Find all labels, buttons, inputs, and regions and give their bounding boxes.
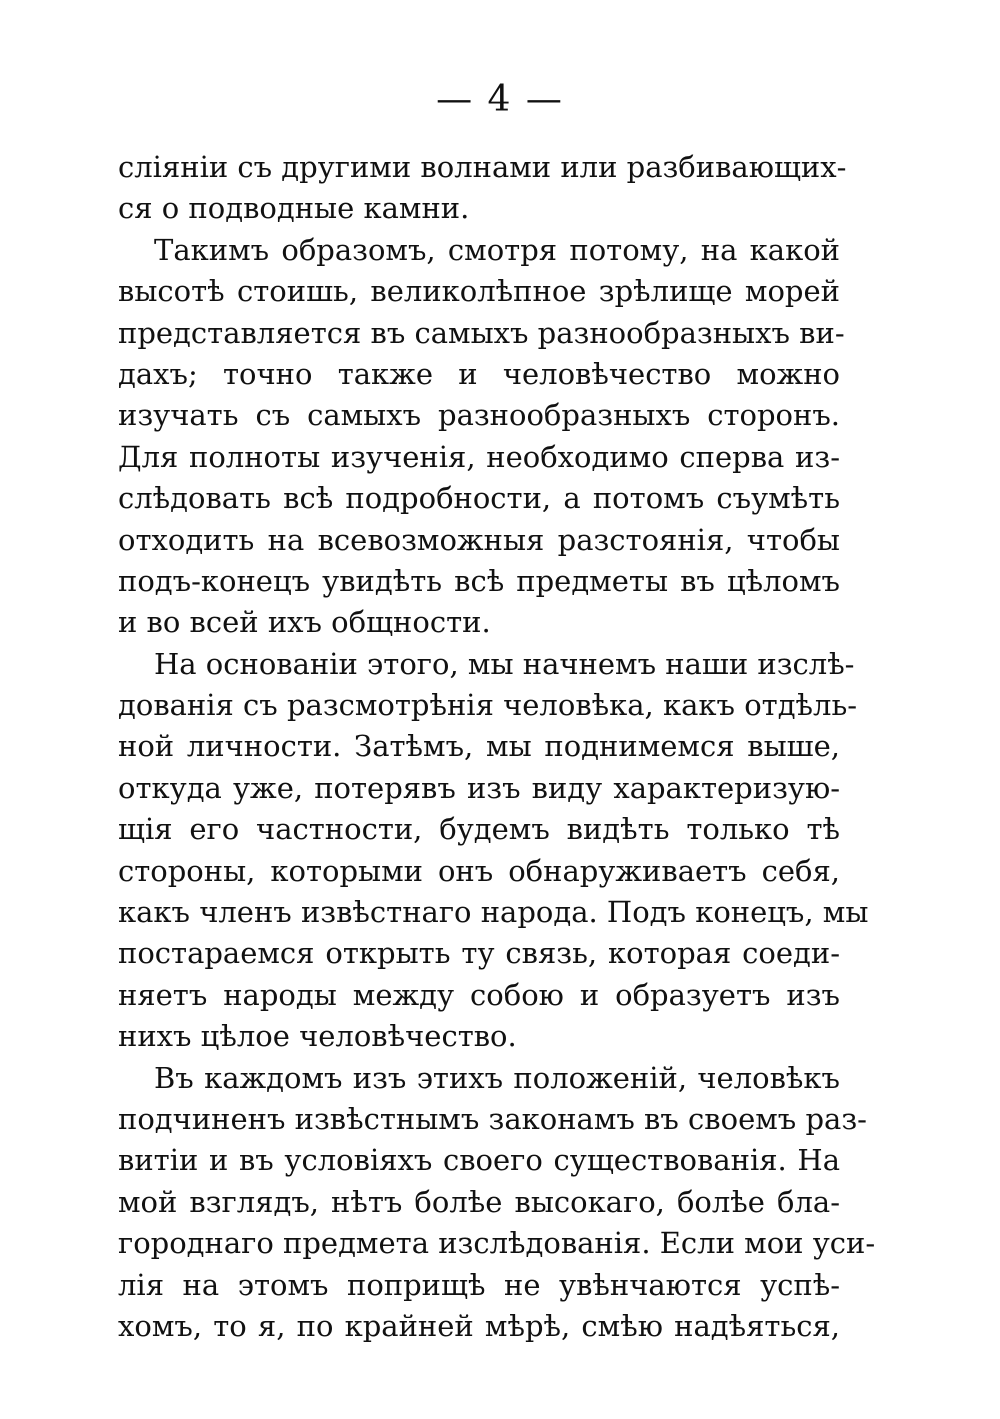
- paragraph: [118, 230, 845, 644]
- text-line: Такимъ образомъ, смотря потому, на какой: [154, 232, 840, 267]
- text-line: высотѣ стоишь, великолѣпное зрѣлище морей: [118, 274, 840, 309]
- text-line: хомъ, то я, по крайней мѣрѣ, смѣю надѣяться,: [118, 1308, 840, 1343]
- paragraph: [118, 147, 847, 230]
- text-line: лія на этомъ поприщѣ не увѣнчаются успѣ-: [118, 1267, 840, 1302]
- text-line: подъ-конецъ увидѣть всѣ предметы въ цѣломъ: [118, 563, 840, 598]
- text-line: подчиненъ извѣстнымъ законамъ въ своемъ раз-: [118, 1101, 867, 1136]
- text-line: ся о подводные камни.: [118, 191, 470, 226]
- body-text: [118, 147, 876, 1347]
- text-line: слѣдовать всѣ подробности, а потомъ съумѣть: [118, 481, 840, 516]
- text-line: городнаго предмета изслѣдованія. Если мои уси-: [118, 1226, 876, 1261]
- text-line: щія его частности, будемъ видѣть только тѣ: [118, 812, 840, 847]
- page-number: — 4 —: [436, 79, 564, 120]
- text-line: дованія съ разсмотрѣнія человѣка, какъ отдѣль-: [118, 688, 858, 723]
- text-line: сліяніи съ другими волнами или разбивающих-: [118, 150, 847, 184]
- text-line: представляется въ самыхъ разнообразныхъ ви-: [118, 315, 845, 350]
- text-line: откуда уже, потерявъ изъ виду характеризую-: [118, 770, 840, 805]
- text-line: постараемся открыть ту связь, которая соеди-: [118, 936, 840, 971]
- text-line: какъ членъ извѣстнаго народа. Подъ конецъ, мы: [118, 895, 869, 930]
- text-line: стороны, которыми онъ обнаруживаетъ себя,: [118, 853, 840, 888]
- paragraph: [118, 1058, 876, 1348]
- text-line: Для полноты изученія, необходимо сперва из-: [118, 439, 840, 474]
- text-line: Въ каждомъ изъ этихъ положеній, человѣкъ: [154, 1060, 840, 1095]
- text-line: няетъ народы между собою и образуетъ изъ: [118, 977, 840, 1012]
- text-line: На основаніи этого, мы начнемъ наши изслѣ-: [154, 646, 855, 681]
- text-line: нихъ цѣлое человѣчество.: [118, 1019, 517, 1054]
- text-line: дахъ; точно также и человѣчество можно: [118, 356, 840, 391]
- text-line: отходить на всевозможныя разстоянія, чтобы: [118, 522, 840, 557]
- text-line: мой взглядъ, нѣтъ болѣе высокаго, болѣе бла-: [118, 1184, 840, 1219]
- text-line: ной личности. Затѣмъ, мы поднимемся выше,: [118, 729, 840, 764]
- text-line: изучать съ самыхъ разнообразныхъ сторонъ.: [118, 398, 840, 433]
- paragraph: [118, 644, 869, 1058]
- text-line: и во всей ихъ общности.: [118, 605, 491, 640]
- text-line: витіи и въ условіяхъ своего существованія. На: [118, 1143, 840, 1178]
